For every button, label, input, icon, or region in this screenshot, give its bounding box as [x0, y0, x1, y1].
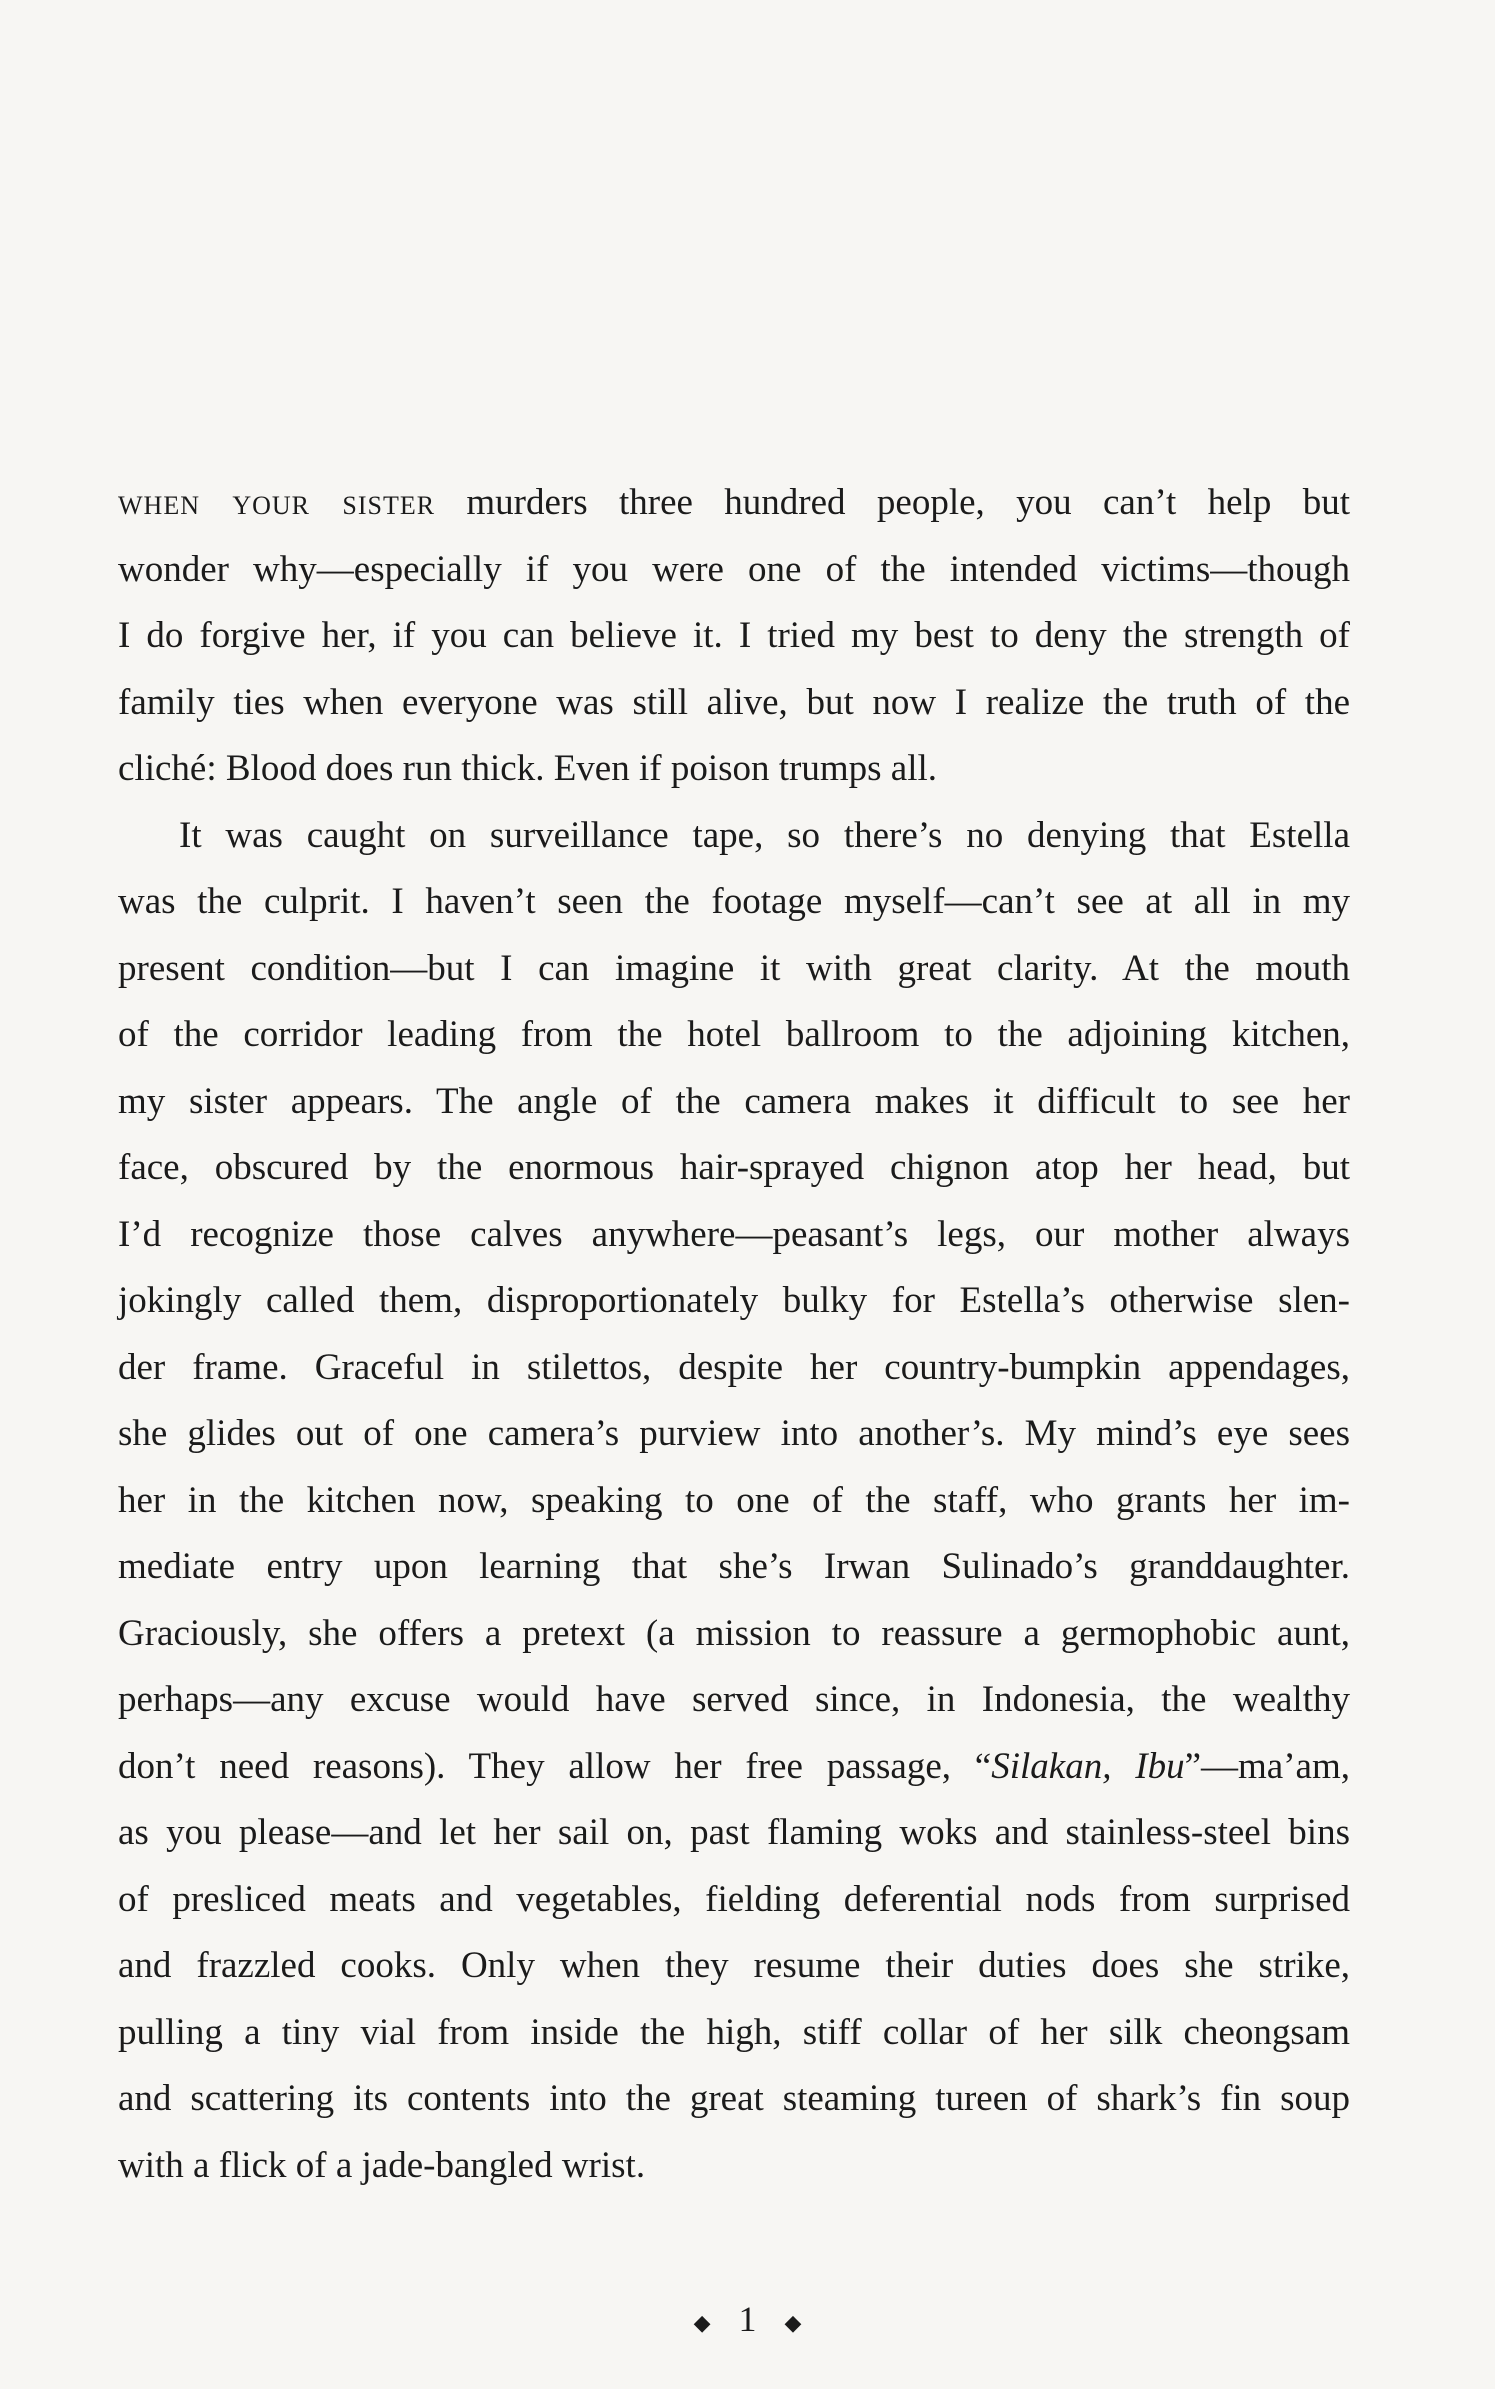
text-line: her in the kitchen now, speaking to one of the staff, who grants her im- [118, 1479, 1350, 1521]
text-line: perhaps—any excuse would have served since, in Indonesia, the wealthy [118, 1679, 1350, 1720]
text-line: as you please—and let her sail on, past flaming woks and stainless-steel bins [118, 1812, 1350, 1853]
text-line: I do forgive her, if you can believe it. I tried my best to deny the strength of [118, 615, 1350, 656]
text-line: jokingly called them, disproportionately bulky for Estella’s otherwise slen- [118, 1280, 1350, 1321]
italic-phrase: Silakan, Ibu [991, 1745, 1185, 1787]
paragraph-1 [118, 470, 1350, 803]
text-line: of the corridor leading from the hotel ballroom to the adjoining kitchen, [118, 1014, 1350, 1055]
body-text [118, 470, 1350, 2199]
text-line: present condition—but I can imagine it with great clarity. At the mouth [118, 947, 1350, 989]
text-line: she glides out of one camera’s purview into another’s. My mind’s eye sees [118, 1413, 1350, 1454]
lead-in-small-caps: when your sister [118, 482, 436, 523]
text-line: and frazzled cooks. Only when they resume their duties does she strike, [118, 1945, 1350, 1986]
text-line: cliché: Blood does run thick. Even if poison trumps all. [118, 748, 938, 789]
page-number: 1 [738, 2299, 757, 2339]
text-line: mediate entry upon learning that she’s Irwan Sulinado’s granddaughter. [118, 1546, 1350, 1587]
text-line: pulling a tiny vial from inside the high, stiff collar of her silk cheongsam [118, 2011, 1350, 2053]
text-line: was the culprit. I haven’t seen the footage myself—can’t see at all in my [118, 881, 1350, 922]
paragraph-2 [118, 803, 1350, 2200]
text-line: Graciously, she offers a pretext (a mission to reassure a germophobic aunt, [118, 1612, 1350, 1654]
diamond-ornament-icon: ◆ [693, 2309, 711, 2335]
text-line: with a flick of a jade-bangled wrist. [118, 2144, 646, 2186]
text-line: of presliced meats and vegetables, fielding deferential nods from surprised [118, 1878, 1350, 1920]
text-line: family ties when everyone was still alive, but now I realize the truth of the [118, 681, 1350, 723]
text-line: and scattering its contents into the great steaming tureen of shark’s fin soup [118, 2078, 1350, 2119]
text-line: wonder why—especially if you were one of the intended victims—though [118, 548, 1350, 590]
text-line: I’d recognize those calves anywhere—peasant’s legs, our mother always [118, 1213, 1350, 1255]
text-line: der frame. Graceful in stilettos, despite her country-bumpkin appendages, [118, 1346, 1350, 1388]
text-line: don’t need reasons). They allow her free passage, “Silakan, Ibu”—ma’am, [118, 1745, 1350, 1787]
page-footer [0, 2298, 1495, 2340]
text-line: my sister appears. The angle of the camera makes it difficult to see her [118, 1080, 1350, 1122]
text-line: when your sister murders three hundred people, you can’t help but [118, 482, 1350, 523]
diamond-ornament-icon: ◆ [784, 2309, 802, 2335]
text-line: face, obscured by the enormous hair-sprayed chignon atop her head, but [118, 1147, 1350, 1188]
text-line: It was caught on surveillance tape, so there’s no denying that Estella [179, 814, 1350, 856]
